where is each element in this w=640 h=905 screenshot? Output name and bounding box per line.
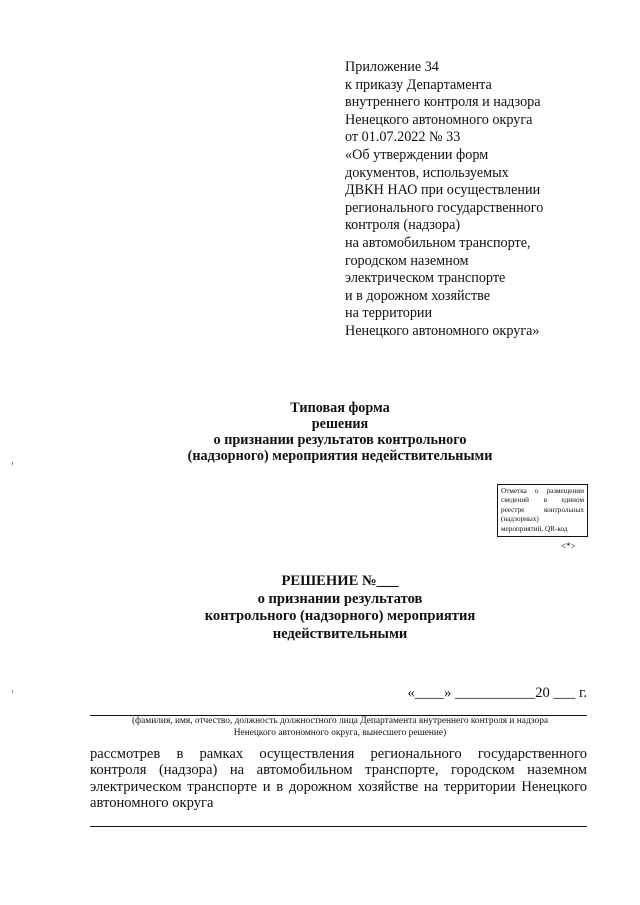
registry-stamp-box bbox=[497, 484, 588, 537]
appendix-line: документов, используемых bbox=[345, 164, 509, 181]
appendix-line: электрическом транспорте bbox=[345, 270, 506, 287]
appendix-line: к приказу Департамента bbox=[345, 76, 492, 93]
stamp-line: (надзорных) bbox=[501, 515, 539, 524]
appendix-header bbox=[345, 59, 585, 341]
form-title-line: (надзорного) мероприятия недействительными bbox=[187, 448, 493, 464]
appendix-line: ДВКН НАО при осуществлении bbox=[345, 182, 541, 199]
appendix-line: городском наземном bbox=[345, 252, 469, 269]
fill-in-line bbox=[90, 826, 587, 827]
body-paragraph bbox=[90, 746, 587, 812]
form-title-line: решения bbox=[311, 416, 369, 432]
form-title-line: о признании результатов контрольного bbox=[213, 432, 467, 448]
decision-line: недействительными bbox=[272, 625, 408, 642]
decision-line: контрольного (надзорного) мероприятия bbox=[204, 608, 476, 624]
body-line: электрическом транспорте и в дорожном хозяйстве на территории Ненецкого bbox=[90, 778, 587, 795]
appendix-line: регионального государственного bbox=[345, 199, 544, 216]
appendix-line: и в дорожном хозяйстве bbox=[345, 287, 491, 304]
appendix-line: «Об утверждении форм bbox=[345, 146, 489, 163]
appendix-line: Приложение 34 bbox=[345, 59, 439, 75]
caption-line: (фамилия, имя, отчество, должность должностного лица Департамента внутреннего контроля и надзора bbox=[131, 716, 549, 726]
scan-artifact bbox=[12, 690, 13, 693]
decision-line: РЕШЕНИЕ №___ bbox=[281, 573, 399, 589]
stamp-line: Отметка о размещении bbox=[501, 487, 584, 495]
appendix-line: Ненецкого автономного округа» bbox=[345, 322, 540, 339]
body-line: контроля (надзора) на автомобильном транспорте, городском наземном bbox=[90, 762, 587, 779]
body-line: автономного округа bbox=[90, 795, 214, 812]
date-field: «____» ___________20 ___ г. bbox=[407, 685, 587, 701]
stamp-line: сведений в едином bbox=[501, 496, 584, 505]
body-line: рассмотрев в рамках осуществления регионального государственного bbox=[90, 746, 587, 762]
official-caption bbox=[90, 716, 590, 739]
appendix-line: от 01.07.2022 № 33 bbox=[345, 129, 461, 146]
appendix-line: контроля (надзора) bbox=[345, 217, 461, 234]
appendix-line: Ненецкого автономного округа bbox=[345, 111, 533, 128]
stamp-footnote-mark: <*> bbox=[561, 541, 576, 551]
decision-heading bbox=[90, 573, 590, 643]
appendix-line: на автомобильном транспорте, bbox=[345, 234, 531, 251]
form-title-line: Типовая форма bbox=[290, 400, 390, 416]
scan-artifact bbox=[12, 462, 13, 465]
appendix-line: на территории bbox=[345, 305, 433, 322]
stamp-line: мероприятий, QR-код bbox=[501, 524, 568, 533]
decision-line: о признании результатов bbox=[257, 590, 423, 607]
form-title bbox=[90, 400, 590, 464]
stamp-line: реестре контрольных bbox=[501, 505, 584, 514]
appendix-line: внутреннего контроля и надзора bbox=[345, 94, 541, 111]
caption-line: Ненецкого автономного округа, вынесшего решение) bbox=[233, 727, 447, 738]
